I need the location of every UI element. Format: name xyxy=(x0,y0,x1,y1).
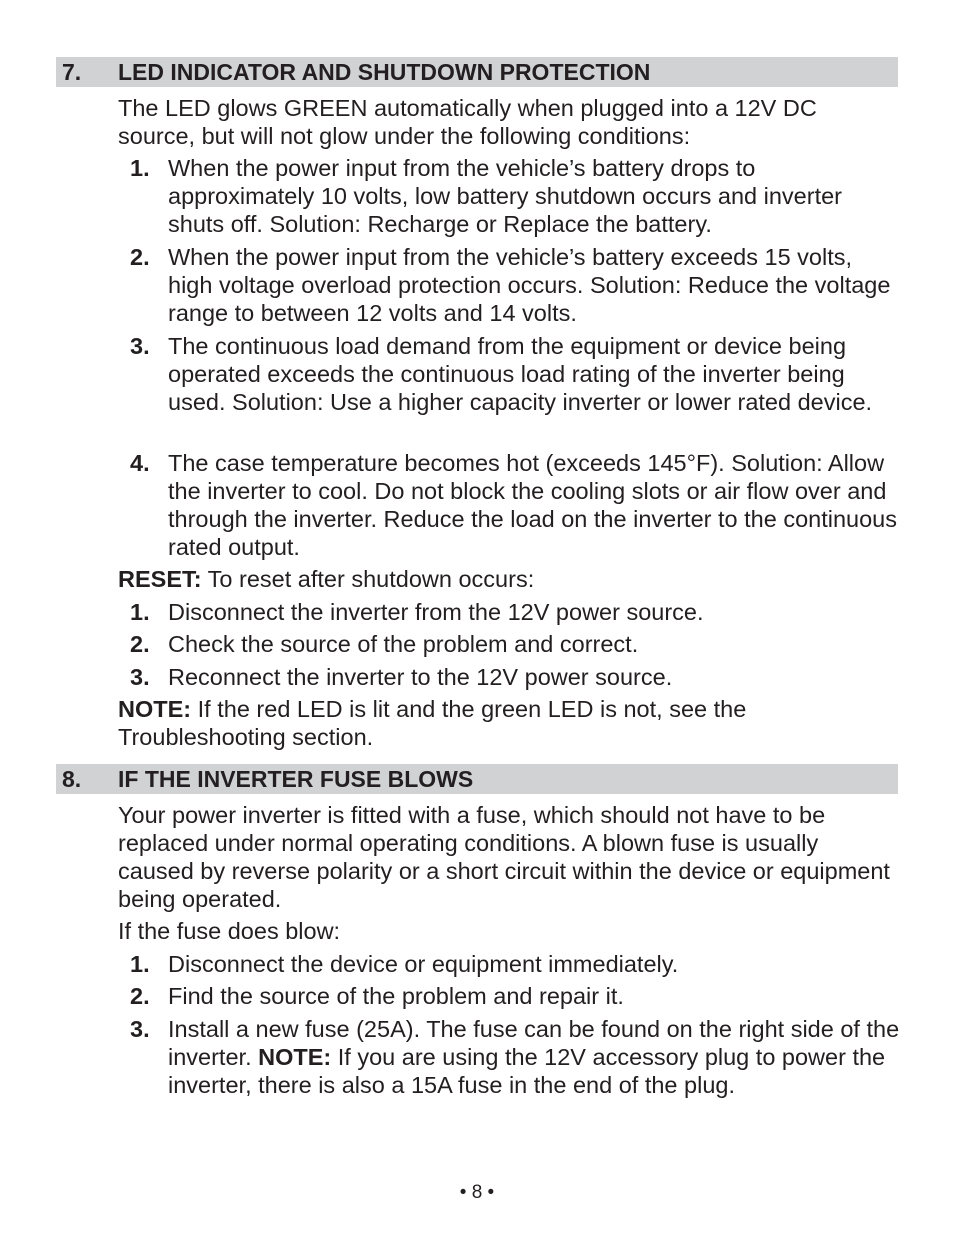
section-intro: The LED glows GREEN automatically when plugged into a 12V DC source, but will not glow under the following conditions: xyxy=(118,95,817,149)
list-number: 3. xyxy=(130,1016,150,1042)
reset-label: RESET: xyxy=(118,566,202,592)
list-number: 3. xyxy=(130,333,150,359)
list-number: 1. xyxy=(130,599,150,625)
list-number: 2. xyxy=(130,244,150,270)
list-number: 4. xyxy=(130,450,150,476)
list-text xyxy=(168,1015,900,1099)
list-number: 3. xyxy=(130,664,150,690)
reset-paragraph xyxy=(118,565,898,593)
list-text-part: If you are using the 12V accessory plug to power the inverter, there is also a 15A fuse in the end of the plug. xyxy=(168,1044,886,1098)
section-title: IF THE INVERTER FUSE BLOWS xyxy=(118,766,474,792)
list-number: 1. xyxy=(130,155,150,181)
list-text: Check the source of the problem and correct. xyxy=(168,631,639,657)
list-text: Disconnect the inverter from the 12V power source. xyxy=(168,599,704,625)
list-text-part: Install a new fuse (25A). The fuse can be found on the right side of the inverter. xyxy=(168,1016,900,1070)
list-item xyxy=(130,630,900,658)
section-header-7 xyxy=(56,57,898,87)
list-item xyxy=(130,154,900,238)
note-label: NOTE: xyxy=(118,696,192,722)
note-paragraph xyxy=(118,695,898,751)
section-number: 7. xyxy=(62,59,82,85)
list-item xyxy=(130,598,900,626)
list-text: The case temperature becomes hot (exceeds 145°F). Solution: Allow the inverter to cool. Do not block the cooling slots or air flow over and through the inverter. Reduce the load on the inverter to the continuous rated output. xyxy=(168,450,897,560)
section-number: 8. xyxy=(62,766,82,792)
page-number: • 8 • xyxy=(459,1182,495,1203)
list-number: 2. xyxy=(130,631,150,657)
section-intro: Your power inverter is fitted with a fuse, which should not have to be replaced under normal operating conditions. A blown fuse is usually caused by reverse polarity or a short circuit within the device or equipment being operated. xyxy=(118,802,890,912)
list-item xyxy=(130,663,900,691)
note-text: If the red LED is lit and the green LED is not, see the Troubleshooting section. xyxy=(118,696,747,750)
list-text: Reconnect the inverter to the 12V power source. xyxy=(168,664,673,690)
section-header-8 xyxy=(56,764,898,794)
list-item xyxy=(130,982,900,1010)
list-item xyxy=(130,449,900,561)
note-label: NOTE: xyxy=(258,1044,332,1070)
list-text: Disconnect the device or equipment immediately. xyxy=(168,951,679,977)
list-item xyxy=(130,243,900,327)
list-item xyxy=(130,1015,900,1099)
reset-text: To reset after shutdown occurs: xyxy=(201,566,535,592)
list-text: The continuous load demand from the equipment or device being operated exceeds the continuous load rating of the inverter being used. Solution: Use a higher capacity inverter or lower rated device. xyxy=(168,333,873,415)
list-text: Find the source of the problem and repair it. xyxy=(168,983,624,1009)
list-text: When the power input from the vehicle’s battery exceeds 15 volts, high voltage overload protection occurs. Solution: Reduce the voltage range to between 12 volts and 14 volts. xyxy=(168,244,891,326)
section-lead: If the fuse does blow: xyxy=(118,918,341,944)
list-number: 1. xyxy=(130,951,150,977)
section-title: LED INDICATOR AND SHUTDOWN PROTECTION xyxy=(118,59,651,85)
list-item xyxy=(130,332,900,416)
list-number: 2. xyxy=(130,983,150,1009)
list-text: When the power input from the vehicle’s battery drops to approximately 10 volts, low battery shutdown occurs and inverter shuts off. Solution: Recharge or Replace the battery. xyxy=(168,155,842,237)
list-item xyxy=(130,950,900,978)
